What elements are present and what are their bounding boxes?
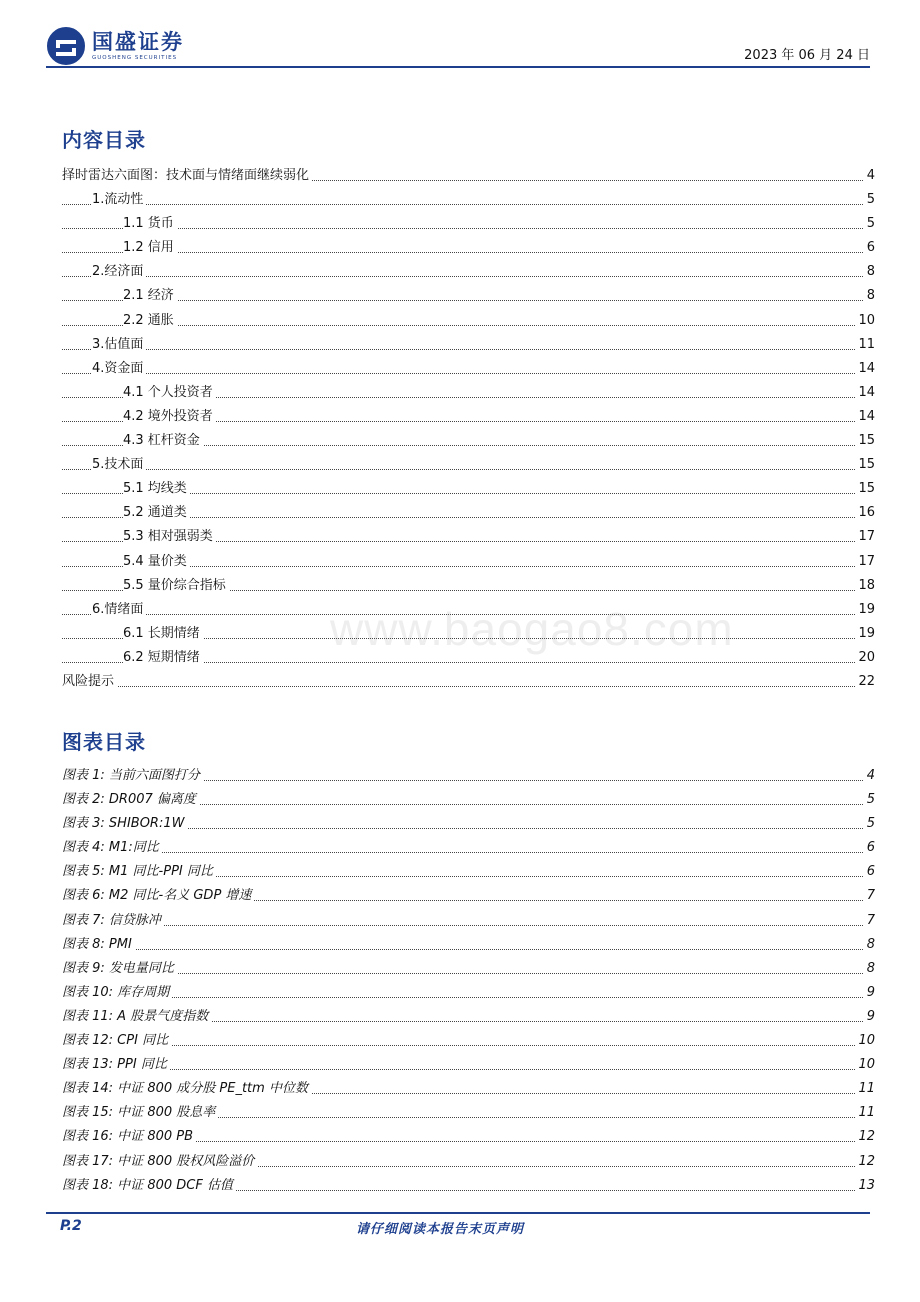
toc-entry-page: 6 bbox=[864, 236, 875, 260]
dot-leader bbox=[62, 1045, 875, 1046]
figure-entry[interactable] bbox=[62, 909, 875, 933]
figure-entry-label: 图表 17: 中证 800 股权风险溢价 bbox=[62, 1150, 257, 1174]
figure-entry[interactable] bbox=[62, 812, 875, 836]
figure-entry[interactable] bbox=[62, 933, 875, 957]
figure-entry-page: 12 bbox=[855, 1150, 875, 1174]
brand-name-en: GUOSHENG SECURITIES bbox=[92, 55, 178, 61]
figure-entry-page: 5 bbox=[864, 788, 875, 812]
figure-entry[interactable] bbox=[62, 836, 875, 860]
figure-entry[interactable] bbox=[62, 1077, 875, 1101]
toc-entry-page: 19 bbox=[855, 622, 875, 646]
toc-entry-label: 5.技术面 bbox=[92, 453, 146, 477]
dot-leader bbox=[62, 276, 875, 277]
dot-leader bbox=[62, 997, 875, 998]
toc-entry-page: 19 bbox=[855, 598, 875, 622]
figure-entry-page: 7 bbox=[864, 884, 875, 908]
page-header bbox=[46, 22, 870, 70]
toc-entry-label: 4.2 境外投资者 bbox=[123, 405, 216, 429]
toc-entry[interactable] bbox=[62, 188, 875, 212]
figure-entry[interactable] bbox=[62, 1029, 875, 1053]
figure-entry-label: 图表 1: 当前六面图打分 bbox=[62, 764, 203, 788]
toc-entry[interactable] bbox=[62, 212, 875, 236]
toc-entry-label: 2.1 经济 bbox=[123, 284, 177, 308]
toc-entry-label: 6.2 短期情绪 bbox=[123, 646, 203, 670]
toc-entry[interactable] bbox=[62, 598, 875, 622]
figure-entry[interactable] bbox=[62, 788, 875, 812]
report-date: 2023 年 06 月 24 日 bbox=[744, 48, 870, 63]
toc-entry-label: 6.1 长期情绪 bbox=[123, 622, 203, 646]
figure-entry-page: 8 bbox=[864, 957, 875, 981]
dot-leader bbox=[62, 373, 875, 374]
figure-entry[interactable] bbox=[62, 1005, 875, 1029]
figure-entry-label: 图表 18: 中证 800 DCF 估值 bbox=[62, 1174, 236, 1198]
toc-entry-page: 14 bbox=[855, 381, 875, 405]
toc-entry-label: 5.4 量价类 bbox=[123, 550, 190, 574]
figure-entry-page: 5 bbox=[864, 812, 875, 836]
figure-entry-label: 图表 8: PMI bbox=[62, 933, 135, 957]
figure-entry[interactable] bbox=[62, 981, 875, 1005]
toc-entry[interactable] bbox=[62, 357, 875, 381]
dot-leader bbox=[62, 469, 875, 470]
toc-entry-page: 5 bbox=[864, 188, 875, 212]
header-divider bbox=[46, 66, 870, 68]
toc-entry-page: 10 bbox=[855, 309, 875, 333]
figure-entry-label: 图表 16: 中证 800 PB bbox=[62, 1125, 196, 1149]
figure-list-title: 图表目录 bbox=[62, 730, 146, 754]
figure-entry-page: 8 bbox=[864, 933, 875, 957]
figure-entry-page: 6 bbox=[864, 836, 875, 860]
figure-entry-label: 图表 13: PPI 同比 bbox=[62, 1053, 170, 1077]
figure-entry-label: 图表 4: M1:同比 bbox=[62, 836, 162, 860]
toc-entry-label: 4.1 个人投资者 bbox=[123, 381, 216, 405]
toc-entry-label: 4.资金面 bbox=[92, 357, 146, 381]
toc-entry-label: 1.1 货币 bbox=[123, 212, 177, 236]
figure-entry-page: 7 bbox=[864, 909, 875, 933]
figure-entry-page: 4 bbox=[864, 764, 875, 788]
toc-entry-label: 风险提示 bbox=[62, 670, 117, 694]
toc-entry-label: 6.情绪面 bbox=[92, 598, 146, 622]
figure-entry[interactable] bbox=[62, 1053, 875, 1077]
toc-entry-page: 15 bbox=[855, 453, 875, 477]
figure-entry-label: 图表 2: DR007 偏离度 bbox=[62, 788, 199, 812]
toc-entry-page: 17 bbox=[855, 550, 875, 574]
toc-entry-page: 15 bbox=[855, 429, 875, 453]
toc-entry-label: 3.估值面 bbox=[92, 333, 146, 357]
dot-leader bbox=[62, 1069, 875, 1070]
toc-entry-page: 8 bbox=[864, 284, 875, 308]
figure-entry[interactable] bbox=[62, 884, 875, 908]
toc-entry-page: 18 bbox=[855, 574, 875, 598]
figure-entry-label: 图表 9: 发电量同比 bbox=[62, 957, 177, 981]
toc-entry-label: 1.流动性 bbox=[92, 188, 146, 212]
dot-leader bbox=[62, 852, 875, 853]
toc-entry[interactable] bbox=[62, 501, 875, 525]
figure-entry-label: 图表 5: M1 同比-PPI 同比 bbox=[62, 860, 216, 884]
toc-entry[interactable] bbox=[62, 260, 875, 284]
figure-entry-label: 图表 11: A 股景气度指数 bbox=[62, 1005, 211, 1029]
figure-entry-label: 图表 6: M2 同比-名义 GDP 增速 bbox=[62, 884, 254, 908]
toc-entry-page: 14 bbox=[855, 357, 875, 381]
toc-list bbox=[62, 164, 875, 694]
toc-entry[interactable] bbox=[62, 646, 875, 670]
figure-entry-page: 11 bbox=[855, 1101, 875, 1125]
toc-entry-label: 择时雷达六面图：技术面与情绪面继续弱化 bbox=[62, 164, 312, 188]
guosheng-logo-icon bbox=[46, 26, 86, 66]
toc-entry[interactable] bbox=[62, 429, 875, 453]
toc-entry[interactable] bbox=[62, 333, 875, 357]
toc-entry-page: 11 bbox=[855, 333, 875, 357]
brand-logo bbox=[46, 26, 184, 66]
figure-entry-page: 12 bbox=[855, 1125, 875, 1149]
toc-entry[interactable] bbox=[62, 550, 875, 574]
toc-entry-label: 5.2 通道类 bbox=[123, 501, 190, 525]
toc-entry-page: 22 bbox=[855, 670, 875, 694]
toc-entry-label: 2.经济面 bbox=[92, 260, 146, 284]
figure-entry[interactable] bbox=[62, 764, 875, 788]
figure-entry-page: 9 bbox=[864, 981, 875, 1005]
toc-entry-page: 4 bbox=[864, 164, 875, 188]
dot-leader bbox=[62, 925, 875, 926]
toc-entry[interactable] bbox=[62, 164, 875, 188]
toc-entry-page: 16 bbox=[855, 501, 875, 525]
figure-entry-label: 图表 14: 中证 800 成分股 PE_ttm 中位数 bbox=[62, 1077, 311, 1101]
figure-entry-label: 图表 3: SHIBOR:1W bbox=[62, 812, 187, 836]
dot-leader bbox=[62, 973, 875, 974]
figure-entry-page: 10 bbox=[855, 1053, 875, 1077]
toc-entry[interactable] bbox=[62, 405, 875, 429]
toc-entry[interactable] bbox=[62, 236, 875, 260]
toc-entry-label: 4.3 杠杆资金 bbox=[123, 429, 203, 453]
toc-entry-page: 8 bbox=[864, 260, 875, 284]
toc-entry[interactable] bbox=[62, 284, 875, 308]
toc-entry-page: 14 bbox=[855, 405, 875, 429]
figure-entry[interactable] bbox=[62, 1101, 875, 1125]
figure-entry-label: 图表 12: CPI 同比 bbox=[62, 1029, 171, 1053]
toc-entry[interactable] bbox=[62, 309, 875, 333]
dot-leader bbox=[62, 614, 875, 615]
figure-entry[interactable] bbox=[62, 1174, 875, 1198]
dot-leader bbox=[62, 325, 875, 326]
figure-entry[interactable] bbox=[62, 1125, 875, 1149]
dot-leader bbox=[62, 252, 875, 253]
toc-entry-label: 5.3 相对强弱类 bbox=[123, 525, 216, 549]
dot-leader bbox=[62, 949, 875, 950]
brand-name-cn: 国盛证券 bbox=[92, 30, 184, 54]
page-number: P.2 bbox=[60, 1218, 82, 1234]
toc-title: 内容目录 bbox=[62, 128, 146, 152]
dot-leader bbox=[62, 300, 875, 301]
watermark: www.baogao8.com bbox=[330, 603, 734, 655]
dot-leader bbox=[62, 349, 875, 350]
figure-list bbox=[62, 764, 875, 1198]
toc-entry[interactable] bbox=[62, 574, 875, 598]
toc-entry-label: 2.2 通胀 bbox=[123, 309, 177, 333]
toc-entry-page: 17 bbox=[855, 525, 875, 549]
figure-entry[interactable] bbox=[62, 1150, 875, 1174]
toc-entry-page: 20 bbox=[855, 646, 875, 670]
dot-leader bbox=[62, 228, 875, 229]
figure-entry-page: 6 bbox=[864, 860, 875, 884]
toc-entry-label: 5.1 均线类 bbox=[123, 477, 190, 501]
toc-entry-label: 5.5 量价综合指标 bbox=[123, 574, 229, 598]
toc-entry[interactable] bbox=[62, 453, 875, 477]
disclaimer-note: 请仔细阅读本报告末页声明 bbox=[356, 1222, 525, 1237]
figure-entry-page: 10 bbox=[855, 1029, 875, 1053]
figure-entry-page: 13 bbox=[855, 1174, 875, 1198]
figure-entry[interactable] bbox=[62, 860, 875, 884]
toc-entry-page: 15 bbox=[855, 477, 875, 501]
figure-entry-page: 11 bbox=[855, 1077, 875, 1101]
dot-leader bbox=[62, 686, 875, 687]
figure-entry-page: 9 bbox=[864, 1005, 875, 1029]
figure-entry-label: 图表 15: 中证 800 股息率 bbox=[62, 1101, 218, 1125]
toc-entry[interactable] bbox=[62, 525, 875, 549]
toc-entry[interactable] bbox=[62, 381, 875, 405]
toc-entry[interactable] bbox=[62, 622, 875, 646]
dot-leader bbox=[62, 204, 875, 205]
figure-entry[interactable] bbox=[62, 957, 875, 981]
toc-entry-page: 5 bbox=[864, 212, 875, 236]
toc-entry-label: 1.2 信用 bbox=[123, 236, 177, 260]
figure-entry-label: 图表 10: 库存周期 bbox=[62, 981, 172, 1005]
figure-entry-label: 图表 7: 信贷脉冲 bbox=[62, 909, 164, 933]
toc-entry[interactable] bbox=[62, 477, 875, 501]
toc-entry[interactable] bbox=[62, 670, 875, 694]
footer-divider bbox=[46, 1212, 870, 1214]
